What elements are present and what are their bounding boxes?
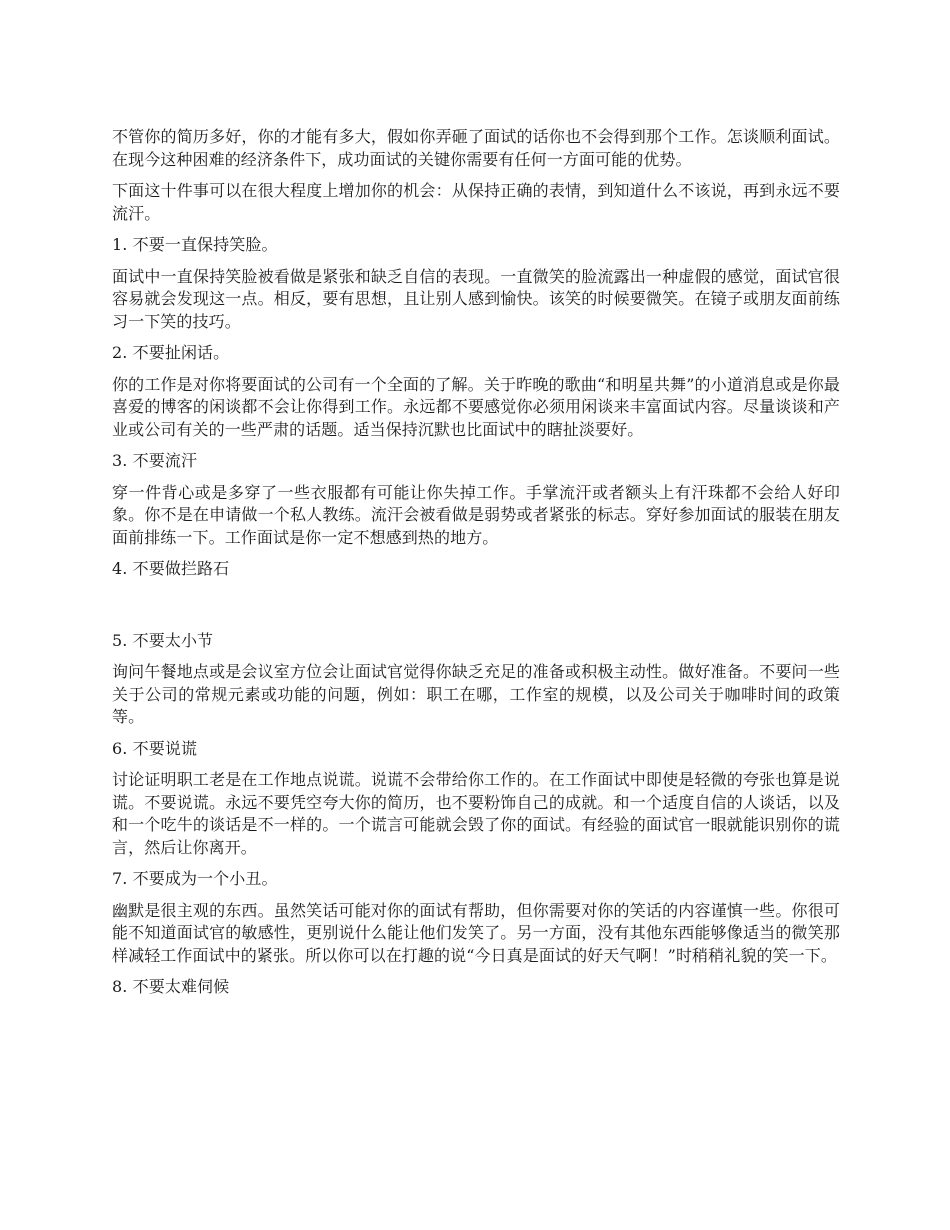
tip-paragraph-1: 面试中一直保持笑脸被看做是紧张和缺乏自信的表现。一直微笑的脸流露出一种虚假的感觉，面试官很容易就会发现这一点。相反，要有思想，且让别人感到愉快。该笑的时候要微笑。在镜子或朋友面前练习一下笑的技巧。 bbox=[112, 266, 840, 331]
tip-paragraph-5: 询问午餐地点或是会议室方位会让面试官觉得你缺乏充足的准备或积极主动性。做好准备。不要问一些关于公司的常规元素或功能的问题，例如：职工在哪，工作室的规模，以及公司关于咖啡时间的政策等。 bbox=[112, 662, 840, 726]
tip-heading-7: 7. 不要成为一个小丑。 bbox=[112, 869, 278, 888]
empty-section-gap bbox=[112, 590, 840, 630]
tip-paragraph-3: 穿一件背心或是多穿了一些衣服都有可能让你失掉工作。手掌流汗或者额头上有汗珠都不会给人好印象。你不是在申请做一个私人教练。流汗会被看做是弱势或者紧张的标志。穿好参加面试的服装在朋友面前排练一下。工作面试是你一定不想感到热的地方。 bbox=[112, 482, 840, 547]
intro-paragraph-1: 不管你的简历多好，你的才能有多大，假如你弄砸了面试的话你也不会得到那个工作。怎谈顺利面试。在现今这种困难的经济条件下，成功面试的关键你需要有任何一方面可能的优势。 bbox=[112, 127, 840, 169]
intro-paragraph-2: 下面这十件事可以在很大程度上增加你的机会：从保持正确的表情，到知道什么不该说，再到永远不要流汗。 bbox=[112, 181, 840, 223]
tip-heading-1: 1. 不要一直保持笑脸。 bbox=[112, 235, 278, 254]
tip-paragraph-2: 你的工作是对你将要面试的公司有一个全面的了解。关于昨晚的歌曲“和明星共舞”的小道消息或是你最喜爱的博客的闲谈都不会让你得到工作。永远都不要感觉你必须用闲谈来丰富面试内容。尽量谈谈和产业或公司有关的一些严肃的话题。适当保持沉默也比面试中的瞎扯淡要好。 bbox=[112, 374, 840, 439]
document-body bbox=[112, 126, 840, 1008]
tip-paragraph-6: 讨论证明职工老是在工作地点说谎。说谎不会带给你工作的。在工作面试中即使是轻微的夸张也算是说谎。不要说谎。永远不要凭空夸大你的简历，也不要粉饰自己的成就。和一个适度自信的人谈话，以及和一个吃牛的谈话是不一样的。一个谎言可能就会毁了你的面试。有经验的面试官一眼就能识别你的谎言，然后让你离开。 bbox=[112, 770, 840, 857]
tip-heading-6: 6. 不要说谎 bbox=[112, 738, 198, 758]
tip-heading-2: 2. 不要扯闲话。 bbox=[112, 343, 230, 362]
tip-heading-3: 3. 不要流汗 bbox=[112, 451, 198, 470]
tip-heading-8: 8. 不要太难伺候 bbox=[112, 977, 230, 996]
tip-heading-4: 4. 不要做拦路石 bbox=[112, 559, 230, 578]
tip-heading-5: 5. 不要太小节 bbox=[112, 630, 214, 650]
tip-paragraph-7: 幽默是很主观的东西。虽然笑话可能对你的面试有帮助，但你需要对你的笑话的内容谨慎一些。你很可能不知道面试官的敏感性，更别说什么能让他们发笑了。另一方面，没有其他东西能够像适当的微笑那样减轻工作面试中的紧张。所以你可以在打趣的说“今日真是面试的好天气啊！”时稍稍礼貌的笑一下。 bbox=[112, 900, 840, 965]
